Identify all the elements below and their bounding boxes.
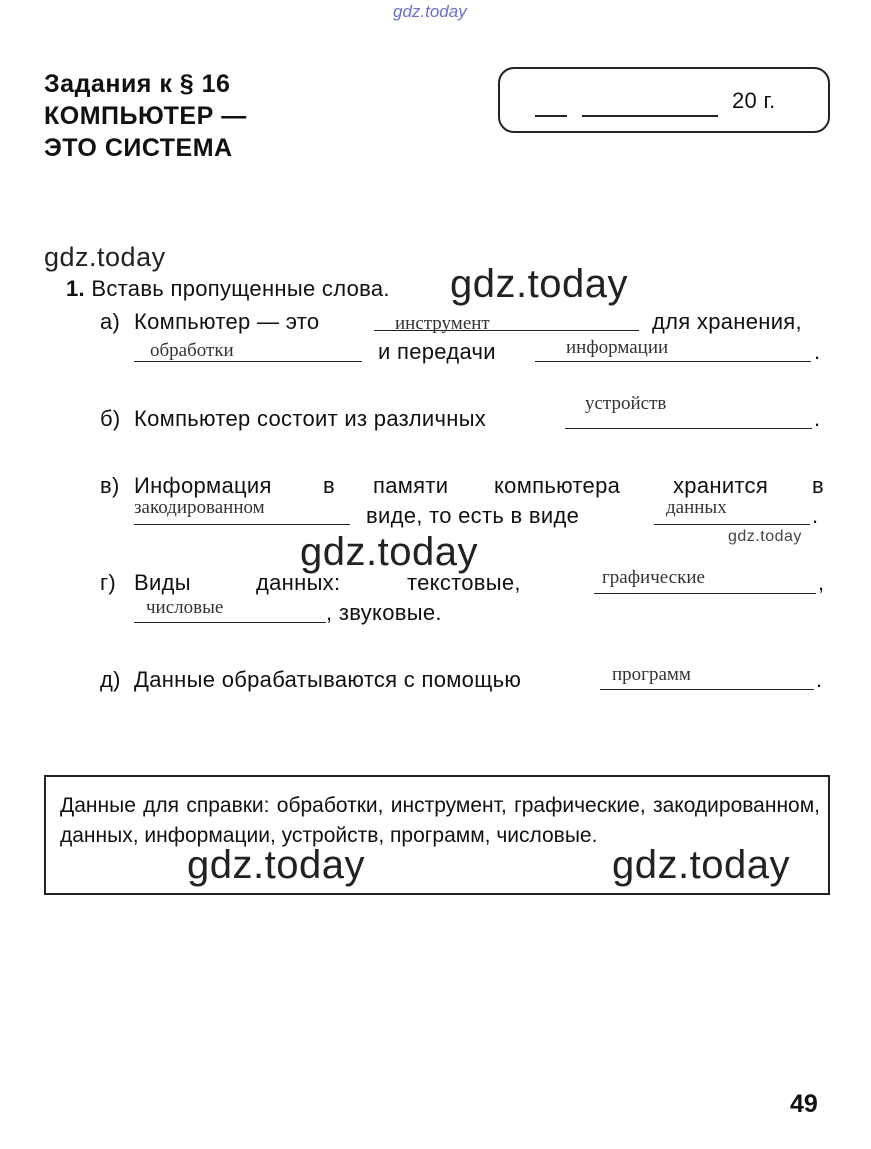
item-v-word-3: памяти bbox=[373, 473, 449, 498]
answer-v2: данных bbox=[666, 497, 727, 518]
item-a-text2: для хранения, bbox=[652, 309, 802, 334]
answer-b1: устройств bbox=[585, 393, 667, 414]
page-title bbox=[44, 68, 247, 164]
item-g-text2: , звуковые. bbox=[326, 600, 442, 625]
item-v-letter: в) bbox=[100, 473, 120, 498]
watermark: gdz.today bbox=[450, 262, 628, 306]
item-g-comma: , bbox=[818, 570, 825, 595]
item-g-letter: г) bbox=[100, 570, 116, 595]
item-g-word-2: данных: bbox=[256, 570, 341, 595]
title-line-1: Задания к § 16 bbox=[44, 70, 231, 98]
title-line-2: КОМПЬЮТЕР — bbox=[44, 102, 247, 130]
answer-a2: обработки bbox=[150, 340, 234, 361]
item-g-word-3: текстовые, bbox=[407, 570, 521, 595]
date-box bbox=[498, 67, 830, 133]
blank-b1[interactable] bbox=[565, 428, 812, 429]
item-a-end: . bbox=[814, 339, 821, 364]
blank-v2[interactable] bbox=[654, 524, 810, 525]
item-b-letter: б) bbox=[100, 406, 121, 431]
item-v-word-2: в bbox=[323, 473, 335, 498]
item-b-end: . bbox=[814, 406, 821, 431]
item-d-text1: Данные обрабатываются с помощью bbox=[134, 667, 522, 692]
item-a-letter: а) bbox=[100, 309, 121, 334]
item-g-word-1: Виды bbox=[134, 570, 191, 595]
item-v-word-5: хранится bbox=[673, 473, 769, 498]
watermark: gdz.today bbox=[187, 843, 365, 887]
answer-v1: закодированном bbox=[134, 497, 265, 518]
item-b-text1: Компьютер состоит из различных bbox=[134, 406, 487, 431]
answer-a1: инструмент bbox=[395, 313, 490, 334]
answer-g1: графические bbox=[602, 567, 705, 588]
watermark: gdz.today bbox=[728, 528, 802, 545]
task-heading bbox=[66, 276, 390, 302]
blank-a1[interactable] bbox=[374, 330, 639, 331]
answer-d1: программ bbox=[612, 664, 691, 685]
task-number: 1. bbox=[66, 276, 85, 301]
date-year-suffix: 20 г. bbox=[732, 88, 776, 113]
blank-v1[interactable] bbox=[134, 524, 350, 525]
item-d-end: . bbox=[816, 667, 823, 692]
watermark-top: gdz.today bbox=[393, 2, 467, 21]
date-month-blank[interactable] bbox=[582, 115, 718, 117]
blank-a2[interactable] bbox=[134, 361, 362, 362]
watermark: gdz.today bbox=[44, 242, 166, 272]
item-d-letter: д) bbox=[100, 667, 121, 692]
page-number: 49 bbox=[790, 1090, 818, 1118]
item-v-text2: виде, то есть в виде bbox=[366, 503, 580, 528]
blank-d1[interactable] bbox=[600, 689, 814, 690]
item-a-text3: и передачи bbox=[378, 339, 496, 364]
watermark: gdz.today bbox=[612, 843, 790, 887]
blank-g2[interactable] bbox=[134, 622, 326, 623]
blank-a3[interactable] bbox=[535, 361, 811, 362]
item-v-word-1: Информация bbox=[134, 473, 272, 498]
date-day-blank[interactable] bbox=[535, 115, 567, 117]
answer-g2: числовые bbox=[146, 597, 224, 618]
reference-text: Данные для справки: обработки, инструмент, графические, закодированном, данных, информации, устройств, программ, числовые. bbox=[60, 794, 820, 847]
blank-g1[interactable] bbox=[594, 593, 816, 594]
item-a-text1: Компьютер — это bbox=[134, 309, 320, 334]
item-v-word-6: в bbox=[812, 473, 824, 498]
title-line-3: ЭТО СИСТЕМА bbox=[44, 134, 233, 162]
watermark: gdz.today bbox=[300, 530, 478, 574]
task-instruction: Вставь пропущенные слова. bbox=[91, 276, 390, 301]
answer-a3: информации bbox=[566, 337, 669, 358]
item-v-word-4: компьютера bbox=[494, 473, 621, 498]
item-v-end: . bbox=[812, 503, 819, 528]
